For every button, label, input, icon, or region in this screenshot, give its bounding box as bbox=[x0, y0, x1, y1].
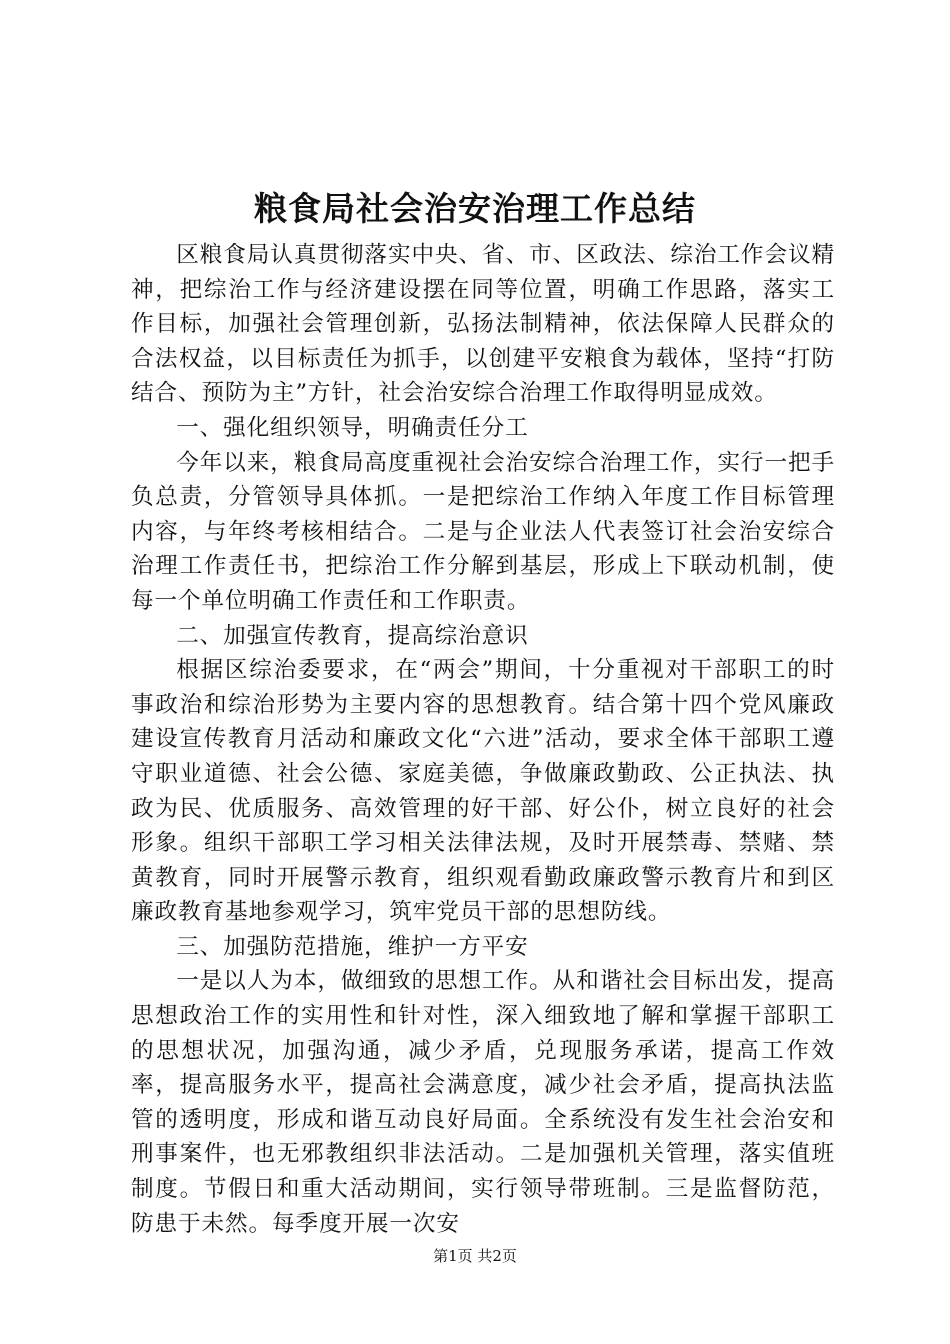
section-heading-1: 一、强化组织领导，明确责任分工 bbox=[176, 414, 529, 441]
document-title: 粮食局社会治安治理工作总结 bbox=[254, 189, 696, 228]
page-number-footer: 第1页 共2页 bbox=[433, 1247, 517, 1265]
section-heading-2: 二、加强宣传教育，提高综治意识 bbox=[176, 622, 529, 649]
section-heading-3: 三、加强防范措施，维护一方平安 bbox=[176, 933, 529, 960]
section-3-paragraph: 一是以人为本，做细致的思想工作。从和谐社会目标出发，提高思想政治工作的实用性和针对性，深入细致地了解和掌握干部职工的思想状况，加强沟通，减少矛盾，兑现服务承诺，提高工作效率，提高服务水平，提高社会满意度，减少社会矛盾，提高执法监管的透明度，形成和谐互动良好局面。全系统没有发生社会治安和刑事案件，也无邪教组织非法活动。二是加强机关管理，落实值班制度。节假日和重大活动期间，实行领导带班制。三是监督防范，防患于未然。每季度开展一次安 bbox=[131, 968, 835, 1237]
document-body bbox=[131, 238, 835, 1241]
section-1-paragraph: 今年以来，粮食局高度重视社会治安综合治理工作，实行一把手负总责，分管领导具体抓。一是把综治工作纳入年度工作目标管理内容，与年终考核相结合。二是与企业法人代表签订社会治安综合治理工作责任书，把综治工作分解到基层，形成上下联动机制，使每一个单位明确工作责任和工作职责。 bbox=[131, 449, 835, 614]
intro-paragraph: 区粮食局认真贯彻落实中央、省、市、区政法、综治工作会议精神，把综治工作与经济建设摆在同等位置，明确工作思路，落实工作目标，加强社会管理创新，弘扬法制精神，依法保障人民群众的合法权益，以目标责任为抓手，以创建平安粮食为载体，坚持“打防结合、预防为主”方针，社会治安综合治理工作取得明显成效。 bbox=[131, 242, 835, 407]
section-2-paragraph: 根据区综治委要求，在“两会”期间，十分重视对干部职工的时事政治和综治形势为主要内容的思想教育。结合第十四个党风廉政建设宣传教育月活动和廉政文化“六进”活动，要求全体干部职工遵守职业道德、社会公德、家庭美德，争做廉政勤政、公正执法、执政为民、优质服务、高效管理的好干部、好公仆，树立良好的社会形象。组织干部职工学习相关法律法规，及时开展禁毒、禁赌、禁黄教育，同时开展警示教育，组织观看勤政廉政警示教育片和到区廉政教育基地参观学习，筑牢党员干部的思想防线。 bbox=[131, 657, 835, 926]
